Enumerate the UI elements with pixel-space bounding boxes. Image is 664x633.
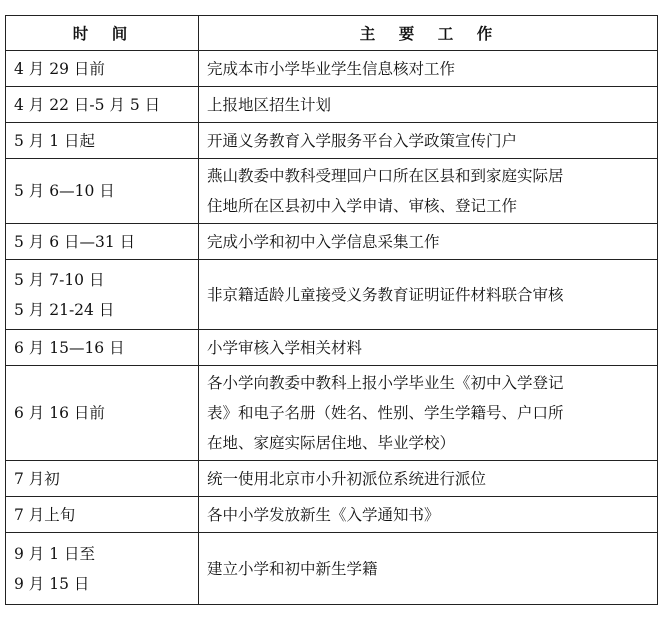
time-cell — [6, 497, 199, 533]
work-cell — [199, 123, 658, 159]
table-row — [6, 533, 658, 605]
work-text: 开通义务教育入学服务平台入学政策宣传门户 — [207, 131, 518, 150]
table-row — [6, 366, 658, 461]
time-text: 6 月 15—16 日 — [14, 338, 125, 357]
time-cell — [6, 461, 199, 497]
time-text: 4 月 22 日-5 月 5 日 — [14, 95, 161, 114]
time-text: 9 月 15 日 — [14, 574, 90, 593]
table-row — [6, 497, 658, 533]
work-text: 非京籍适龄儿童接受义务教育证明证件材料联合审核 — [207, 285, 564, 304]
work-text: 在地、家庭实际居住地、毕业学校） — [207, 434, 456, 452]
time-text: 7 月上旬 — [14, 505, 76, 524]
work-cell — [199, 51, 658, 87]
work-text: 建立小学和初中新生学籍 — [207, 559, 378, 578]
time-cell — [6, 330, 199, 366]
header-row — [6, 16, 658, 51]
time-cell — [6, 87, 199, 123]
time-cell — [6, 224, 199, 260]
time-cell — [6, 159, 199, 224]
time-text: 5 月 21-24 日 — [14, 300, 115, 319]
table-row — [6, 51, 658, 87]
work-text: 表》和电子名册（姓名、性别、学生学籍号、户口所 — [207, 404, 564, 422]
table-row — [6, 123, 658, 159]
header-time: 时 间 — [6, 16, 199, 51]
table-row — [6, 159, 658, 224]
work-cell — [199, 366, 658, 461]
table-row — [6, 461, 658, 497]
table-body — [6, 51, 658, 605]
time-cell — [6, 366, 199, 461]
schedule-table — [5, 15, 658, 605]
time-text: 9 月 1 日至 — [14, 544, 96, 563]
table-row — [6, 224, 658, 260]
work-cell — [199, 224, 658, 260]
time-text: 4 月 29 日前 — [14, 59, 105, 78]
work-cell — [199, 330, 658, 366]
time-cell — [6, 260, 199, 330]
time-text: 5 月 1 日起 — [14, 131, 96, 150]
work-cell — [199, 87, 658, 123]
time-cell — [6, 123, 199, 159]
time-text: 5 月 6 日—31 日 — [14, 232, 136, 251]
table-row — [6, 260, 658, 330]
time-text: 5 月 6—10 日 — [14, 182, 115, 200]
work-text: 住地所在区县初中入学申请、审核、登记工作 — [207, 197, 518, 215]
work-text: 完成本市小学毕业学生信息核对工作 — [207, 59, 456, 78]
work-text: 小学审核入学相关材料 — [207, 338, 363, 357]
work-text: 完成小学和初中入学信息采集工作 — [207, 232, 440, 251]
time-text: 5 月 7-10 日 — [14, 270, 105, 289]
work-text: 各小学向教委中教科上报小学毕业生《初中入学登记 — [207, 374, 564, 392]
work-text: 燕山教委中教科受理回户口所在区县和到家庭实际居 — [207, 167, 564, 185]
time-text: 7 月初 — [14, 469, 60, 488]
time-cell — [6, 533, 199, 605]
work-text: 统一使用北京市小升初派位系统进行派位 — [207, 469, 487, 488]
table-row — [6, 87, 658, 123]
work-cell — [199, 260, 658, 330]
work-cell — [199, 533, 658, 605]
time-text: 6 月 16 日前 — [14, 404, 105, 422]
schedule-table-container — [5, 15, 658, 605]
work-cell — [199, 159, 658, 224]
work-cell — [199, 461, 658, 497]
work-text: 各中小学发放新生《入学通知书》 — [207, 505, 440, 524]
table-row — [6, 330, 658, 366]
work-text: 上报地区招生计划 — [207, 95, 332, 114]
header-work: 主 要 工 作 — [199, 16, 658, 51]
work-cell — [199, 497, 658, 533]
time-cell — [6, 51, 199, 87]
